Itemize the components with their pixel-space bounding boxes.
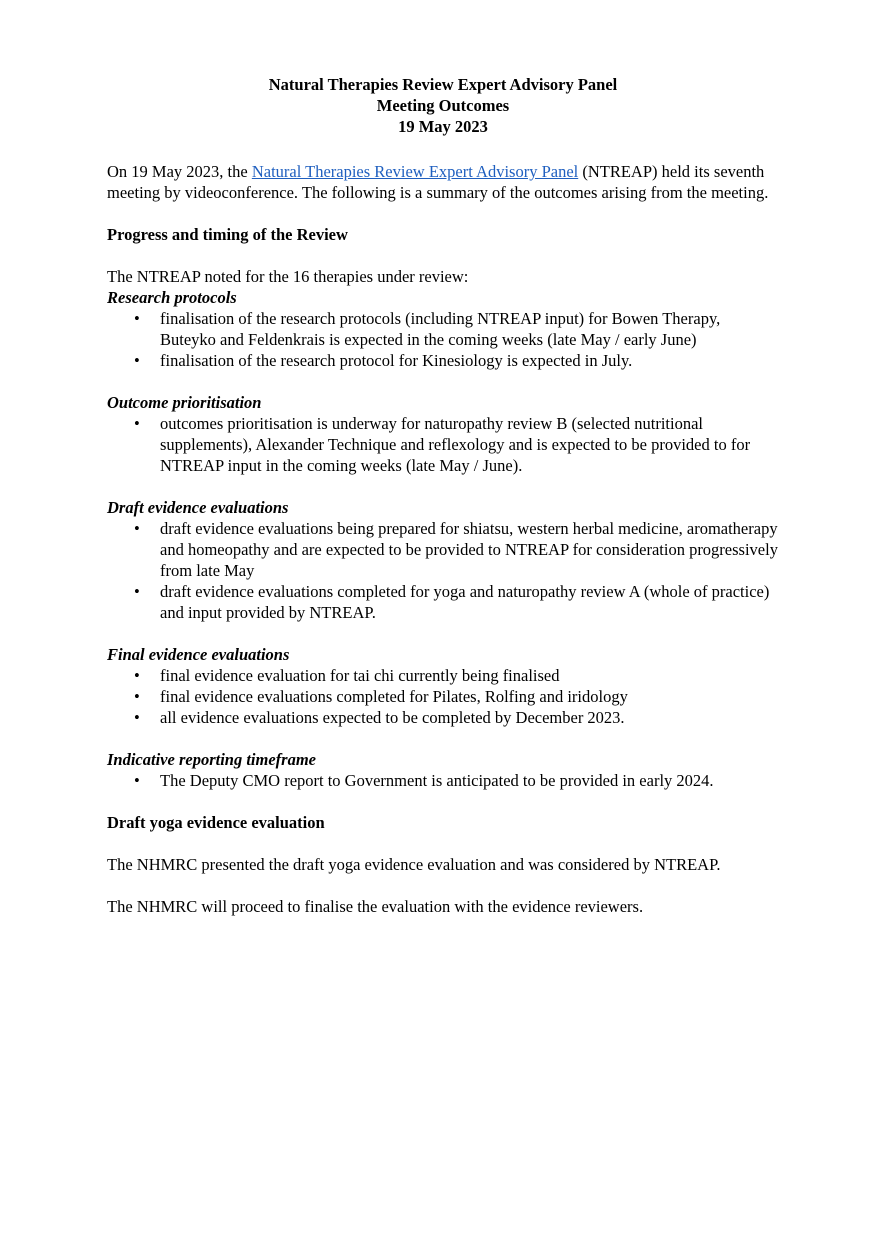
reporting-timeframe-title: Indicative reporting timeframe <box>107 750 316 769</box>
document-page <box>107 74 779 917</box>
intro-paragraph <box>107 161 779 203</box>
reporting-timeframe-section <box>107 749 779 791</box>
list-item-text: draft evidence evaluations completed for yoga and naturopathy review A (whole of practice) and input provided by NTREAP. <box>160 582 770 622</box>
list-item <box>107 707 779 728</box>
research-protocols-section <box>107 287 779 371</box>
outcome-prioritisation-list <box>107 413 779 476</box>
intro-text-after: (NTREAP) held its seventh meeting by videoconference. The following is a summary of the outcomes arising from the meeting. <box>107 162 769 202</box>
outcome-prioritisation-title: Outcome prioritisation <box>107 393 262 412</box>
reporting-timeframe-list <box>107 770 779 791</box>
final-evaluations-section <box>107 644 779 728</box>
outcome-prioritisation-section <box>107 392 779 476</box>
draft-evaluations-title: Draft evidence evaluations <box>107 498 289 517</box>
list-item-text: finalisation of the research protocol for Kinesiology is expected in July. <box>160 351 633 370</box>
title-line-1: Natural Therapies Review Expert Advisory Panel <box>268 75 618 94</box>
draft-evaluations-list <box>107 518 779 623</box>
list-item-text: outcomes prioritisation is underway for naturopathy review B (selected nutritional supplements), Alexander Technique and reflexology and is expected to be provided to for NTREAP input in the coming weeks (late May / June). <box>160 414 751 475</box>
bullet-icon: • <box>134 351 140 370</box>
intro-text-before: On 19 May 2023, the <box>107 162 252 181</box>
final-evaluations-list <box>107 665 779 728</box>
title-line-2: Meeting Outcomes <box>376 96 510 115</box>
bullet-icon: • <box>134 771 140 790</box>
list-item <box>107 581 779 623</box>
list-item <box>107 308 779 350</box>
title-line-3: 19 May 2023 <box>398 117 488 136</box>
list-item-text: The Deputy CMO report to Government is anticipated to be provided in early 2024. <box>160 771 714 790</box>
document-title <box>107 74 779 137</box>
bullet-icon: • <box>134 309 140 328</box>
list-item-text: all evidence evaluations expected to be completed by December 2023. <box>160 708 625 727</box>
bullet-icon: • <box>134 582 140 601</box>
bullet-icon: • <box>134 666 140 685</box>
list-item-text: final evidence evaluations completed for Pilates, Rolfing and iridology <box>160 687 628 706</box>
list-item <box>107 413 779 476</box>
yoga-heading: Draft yoga evidence evaluation <box>107 813 325 832</box>
final-evaluations-title: Final evidence evaluations <box>107 645 290 664</box>
list-item <box>107 686 779 707</box>
list-item <box>107 770 779 791</box>
yoga-paragraph-1: The NHMRC presented the draft yoga evidence evaluation and was considered by NTREAP. <box>107 855 721 874</box>
list-item-text: finalisation of the research protocols (including NTREAP input) for Bowen Therapy, Buteyko and Feldenkrais is expected in the coming weeks (late May / early June) <box>160 309 721 349</box>
research-protocols-list <box>107 308 779 371</box>
list-item-text: draft evidence evaluations being prepared for shiatsu, western herbal medicine, aromatherapy and homeopathy and are expected to be provided to NTREAP for consideration progressively from late May <box>160 519 778 580</box>
list-item <box>107 518 779 581</box>
yoga-paragraph-2: The NHMRC will proceed to finalise the evaluation with the evidence reviewers. <box>107 897 644 916</box>
bullet-icon: • <box>134 687 140 706</box>
draft-evaluations-section <box>107 497 779 623</box>
bullet-icon: • <box>134 414 140 433</box>
bullet-icon: • <box>134 519 140 538</box>
research-protocols-title: Research protocols <box>107 288 237 307</box>
list-item-text: final evidence evaluation for tai chi currently being finalised <box>160 666 560 685</box>
progress-lead: The NTREAP noted for the 16 therapies under review: <box>107 267 469 286</box>
list-item <box>107 350 779 371</box>
list-item <box>107 665 779 686</box>
ntreap-link[interactable]: Natural Therapies Review Expert Advisory Panel <box>251 162 579 181</box>
bullet-icon: • <box>134 708 140 727</box>
progress-heading: Progress and timing of the Review <box>107 225 348 244</box>
